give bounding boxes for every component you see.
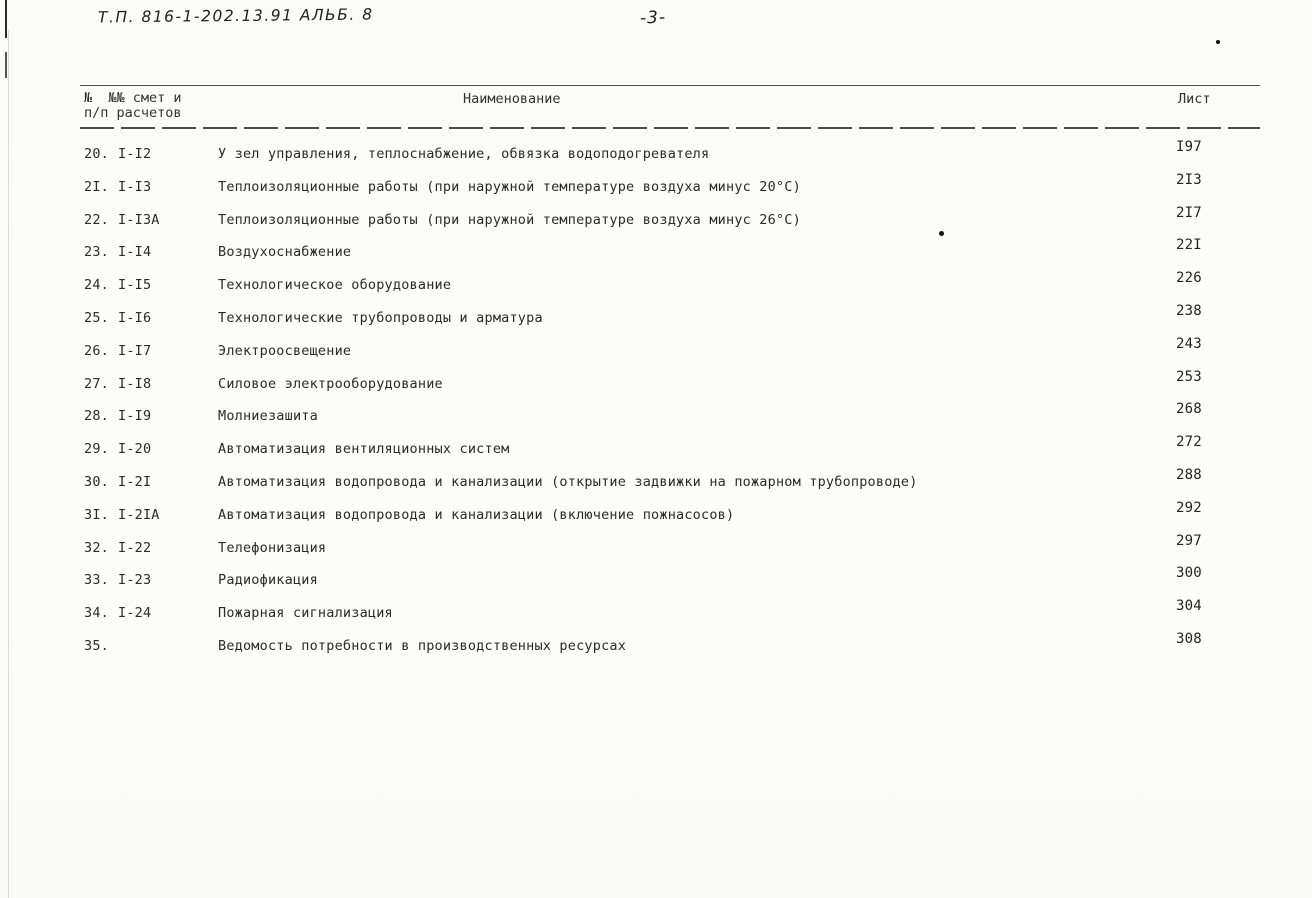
- row-sheet: I97: [1176, 138, 1202, 155]
- row-name: Технологические трубопроводы и арматура: [218, 309, 543, 326]
- row-number: 20.: [84, 145, 109, 162]
- row-name: Силовое электрооборудование: [218, 375, 443, 392]
- table-row: [84, 203, 1260, 236]
- scan-edge-mark: [5, 52, 7, 78]
- row-sheet: 2I3: [1176, 171, 1202, 188]
- table-body: [80, 138, 1260, 663]
- row-code: I-I4: [118, 244, 152, 261]
- row-name: Автоматизация водопровода и канализации (открытие задвижки на пожарном трубопроводе): [218, 473, 918, 490]
- row-name: Электроосвещение: [218, 342, 352, 359]
- row-number: 35.: [84, 637, 109, 654]
- header-col-sheet: Лист: [1178, 91, 1211, 107]
- table-header: [80, 86, 1260, 121]
- row-sheet: 238: [1176, 302, 1202, 319]
- row-number: 30.: [84, 473, 109, 490]
- row-sheet: 226: [1176, 270, 1202, 287]
- row-sheet: 308: [1176, 630, 1202, 647]
- scan-edge-mark: [5, 0, 7, 38]
- row-number: 24.: [84, 277, 109, 294]
- document-code: Т.П. 816-1-202.13.91 АЛЬБ. 8: [97, 5, 374, 27]
- contents-table: [80, 85, 1260, 662]
- row-name: Теплоизоляционные работы (при наружной температуре воздуха минус 26°С): [218, 211, 801, 228]
- header-col-number: [80, 91, 218, 121]
- scan-speck: [1216, 40, 1220, 44]
- row-name: Пожарная сигнализация: [218, 605, 393, 622]
- header-col-number-line2: п/п расчетов: [84, 105, 182, 121]
- row-name: Молниезашита: [218, 408, 318, 425]
- row-number: 3I.: [84, 506, 109, 523]
- row-number: 25.: [84, 309, 109, 326]
- table-row: [84, 433, 1260, 466]
- scan-edge-line: [8, 30, 9, 898]
- table-row: [84, 334, 1260, 367]
- row-code: I-2IА: [118, 506, 160, 523]
- row-code: I-22: [118, 539, 152, 556]
- row-code: I-23: [118, 572, 152, 589]
- row-code: I-I3: [118, 178, 152, 195]
- row-name: Ведомость потребности в производственных ресурсах: [218, 637, 627, 654]
- row-name: У зел управления, теплоснабжение, обвязка водоподогревателя: [218, 145, 710, 162]
- row-number: 27.: [84, 375, 109, 392]
- row-code: I-I3А: [118, 211, 160, 228]
- row-sheet: 22I: [1176, 237, 1202, 254]
- row-name: Технологическое оборудование: [218, 277, 452, 294]
- table-row: [84, 597, 1260, 630]
- header-col-name: Наименование: [463, 91, 561, 107]
- row-sheet: 2I7: [1176, 204, 1202, 221]
- table-row: [84, 302, 1260, 335]
- row-number: 33.: [84, 572, 109, 589]
- row-sheet: 288: [1176, 466, 1202, 483]
- table-row: [84, 367, 1260, 400]
- table-row: [84, 531, 1260, 564]
- table-row: [84, 630, 1260, 663]
- row-number: 32.: [84, 539, 109, 556]
- table-row: [84, 498, 1260, 531]
- table-row: [84, 236, 1260, 269]
- row-sheet: 297: [1176, 532, 1202, 549]
- row-sheet: 243: [1176, 335, 1202, 352]
- row-code: I-I5: [118, 277, 152, 294]
- row-sheet: 268: [1176, 401, 1202, 418]
- row-code: I-20: [118, 441, 152, 458]
- row-name: Телефонизация: [218, 539, 327, 556]
- row-number: 34.: [84, 605, 109, 622]
- table-header-rule: [80, 127, 1260, 129]
- row-code: I-24: [118, 605, 152, 622]
- row-number: 26.: [84, 342, 109, 359]
- row-number: 22.: [84, 211, 109, 228]
- table-row: [84, 269, 1260, 302]
- row-name: Теплоизоляционные работы (при наружной температуре воздуха минус 20°С): [218, 178, 801, 195]
- row-code: I-2I: [118, 473, 152, 490]
- header-col-number-line1: № №№ смет и: [84, 90, 182, 106]
- row-number: 28.: [84, 408, 109, 425]
- table-row: [84, 466, 1260, 499]
- table-row: [84, 170, 1260, 203]
- page-number: -3-: [639, 7, 667, 29]
- row-code: I-I6: [118, 309, 152, 326]
- row-code: I-I8: [118, 375, 152, 392]
- row-code: I-I9: [118, 408, 152, 425]
- table-row: [84, 138, 1260, 171]
- row-sheet: 304: [1176, 598, 1202, 615]
- row-name: Автоматизация вентиляционных систем: [218, 441, 510, 458]
- row-name: Воздухоснабжение: [218, 244, 352, 261]
- row-sheet: 253: [1176, 368, 1202, 385]
- row-number: 29.: [84, 441, 109, 458]
- row-name: Автоматизация водопровода и канализации (включение пожнасосов): [218, 506, 735, 523]
- row-sheet: 292: [1176, 499, 1202, 516]
- row-number: 2I.: [84, 178, 109, 195]
- row-code: I-I7: [118, 342, 152, 359]
- table-row: [84, 400, 1260, 433]
- row-code: I-I2: [118, 145, 152, 162]
- row-name: Радиофикация: [218, 572, 318, 589]
- row-number: 23.: [84, 244, 109, 261]
- table-row: [84, 564, 1260, 597]
- row-sheet: 300: [1176, 565, 1202, 582]
- row-sheet: 272: [1176, 434, 1202, 451]
